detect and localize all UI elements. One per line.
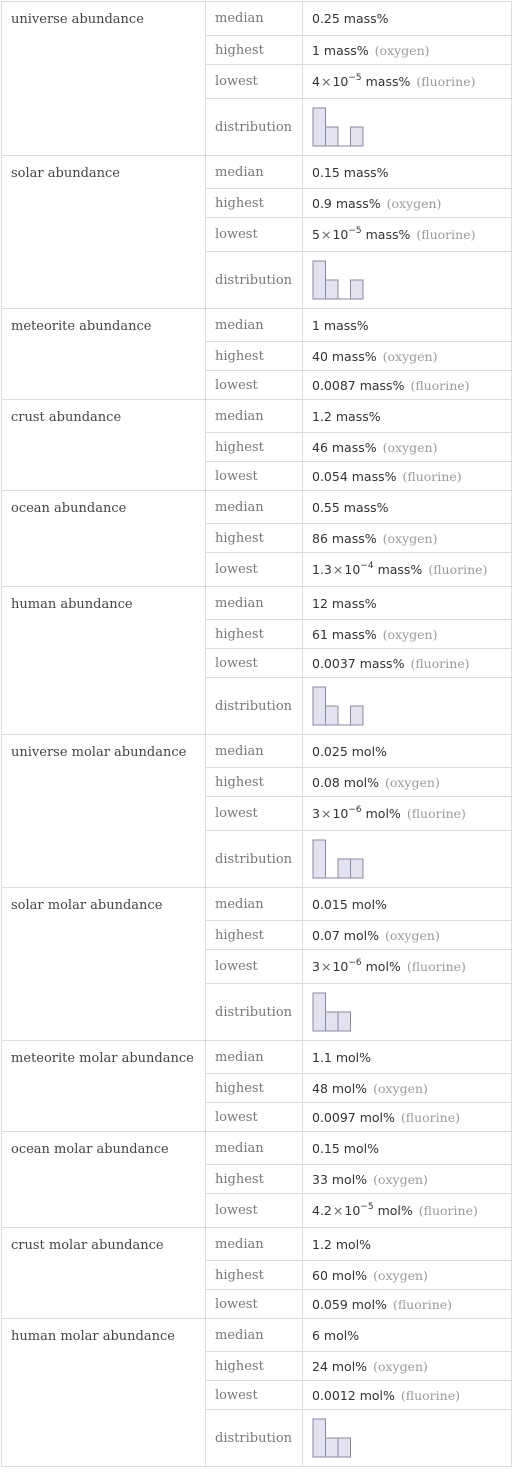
distribution-histogram	[312, 838, 384, 880]
median-value	[303, 1228, 512, 1261]
value-base: 10	[332, 959, 349, 974]
lowest-value	[303, 1194, 512, 1228]
lowest-value	[303, 553, 512, 587]
value-mantissa: 4	[312, 74, 320, 89]
value-base: 10	[332, 227, 349, 242]
element-note: (oxygen)	[384, 774, 440, 790]
value-text: 0.08 mol%	[312, 774, 379, 790]
distribution-value	[303, 1410, 512, 1467]
histogram-bar	[338, 1012, 351, 1031]
median-value	[303, 735, 512, 768]
distribution-value	[303, 831, 512, 888]
value-mantissa: 4.2	[312, 1203, 332, 1218]
median-value	[303, 156, 512, 189]
distribution-value	[303, 252, 512, 309]
distribution-value	[303, 984, 512, 1041]
value-text: 86 mass%	[312, 530, 377, 546]
lowest-value	[303, 1103, 512, 1132]
times-sign: ×	[320, 227, 332, 242]
value-exponent: −6	[348, 958, 362, 968]
row-label-highest: highest	[206, 1165, 303, 1194]
distribution-histogram	[312, 991, 384, 1033]
value-text: 1.2 mass%	[312, 408, 381, 424]
row-label-lowest: lowest	[206, 1103, 303, 1132]
row-label-median: median	[206, 2, 303, 36]
value-text: 61 mass%	[312, 626, 377, 642]
row-label-lowest: lowest	[206, 553, 303, 587]
row-label-median: median	[206, 1319, 303, 1352]
row-label-distribution: distribution	[206, 1410, 303, 1467]
row-label-highest: highest	[206, 768, 303, 797]
row-label-lowest: lowest	[206, 1290, 303, 1319]
value-text: 1 mass%	[312, 317, 369, 333]
element-note: (oxygen)	[373, 1171, 428, 1187]
value-text: 40 mass%	[312, 348, 377, 364]
value-text: 0.15 mass%	[312, 164, 389, 180]
table-row	[2, 491, 512, 524]
property-name: human molar abundance	[2, 1319, 206, 1467]
highest-value	[303, 189, 512, 218]
row-label-lowest: lowest	[206, 797, 303, 831]
value-text: 0.0012 mol%	[312, 1387, 395, 1403]
value-text: 1.1 mol%	[312, 1049, 372, 1065]
element-note: (oxygen)	[373, 1358, 428, 1374]
row-label-lowest: lowest	[206, 950, 303, 984]
row-label-lowest: lowest	[206, 1381, 303, 1410]
element-note: (fluorine)	[400, 1387, 460, 1403]
value-base: 10	[332, 74, 349, 89]
row-label-lowest: lowest	[206, 649, 303, 678]
property-name: solar abundance	[2, 156, 206, 309]
times-sign: ×	[332, 1203, 344, 1218]
table-row	[2, 888, 512, 921]
value-text: 0.0037 mass%	[312, 655, 405, 671]
property-name: crust molar abundance	[2, 1228, 206, 1319]
distribution-histogram	[312, 106, 384, 148]
table-row	[2, 587, 512, 620]
value-text: 0.25 mass%	[312, 11, 389, 26]
lowest-value	[303, 649, 512, 678]
value-unit: mol%	[365, 806, 401, 821]
element-note: (oxygen)	[384, 927, 440, 943]
element-note: (oxygen)	[386, 195, 442, 211]
value-exponent: −5	[348, 226, 362, 236]
value-text: 0.0087 mass%	[312, 377, 405, 393]
highest-value	[303, 1352, 512, 1381]
element-note: (fluorine)	[416, 227, 476, 242]
element-note: (fluorine)	[416, 74, 476, 89]
value-mantissa: 5	[312, 227, 320, 242]
histogram-bar	[313, 108, 326, 146]
value-text: 48 mol%	[312, 1080, 368, 1096]
value-unit: mass%	[365, 227, 411, 242]
median-value	[303, 1132, 512, 1165]
element-note: (oxygen)	[373, 1080, 428, 1096]
row-label-distribution: distribution	[206, 678, 303, 735]
row-label-median: median	[206, 491, 303, 524]
property-name: universe molar abundance	[2, 735, 206, 888]
median-value	[303, 491, 512, 524]
element-note: (fluorine)	[400, 1109, 460, 1125]
value-text: 0.07 mol%	[312, 927, 379, 943]
histogram-bar	[313, 993, 326, 1031]
row-label-highest: highest	[206, 1261, 303, 1290]
median-value	[303, 1041, 512, 1074]
value-exponent: −6	[348, 805, 362, 815]
element-note: (oxygen)	[373, 1267, 428, 1283]
value-unit: mol%	[377, 1203, 413, 1218]
table-row	[2, 1132, 512, 1165]
value-mantissa: 3	[312, 959, 320, 974]
highest-value	[303, 921, 512, 950]
element-note: (oxygen)	[382, 439, 438, 455]
histogram-bar	[313, 261, 326, 299]
histogram-bar	[338, 1438, 351, 1457]
row-label-median: median	[206, 1132, 303, 1165]
value-mantissa: 1.3	[312, 562, 332, 577]
property-name: meteorite molar abundance	[2, 1041, 206, 1132]
highest-value	[303, 1074, 512, 1103]
row-label-lowest: lowest	[206, 371, 303, 400]
element-note: (fluorine)	[418, 1203, 478, 1218]
distribution-value	[303, 678, 512, 735]
lowest-value	[303, 1381, 512, 1410]
element-note: (fluorine)	[406, 959, 466, 974]
lowest-value	[303, 371, 512, 400]
element-note: (fluorine)	[428, 562, 488, 577]
value-text: 0.059 mol%	[312, 1296, 387, 1312]
value-text: 0.015 mol%	[312, 896, 387, 912]
times-sign: ×	[320, 806, 332, 821]
property-name: human abundance	[2, 587, 206, 735]
median-value	[303, 400, 512, 433]
row-label-median: median	[206, 1228, 303, 1261]
element-note: (fluorine)	[410, 377, 470, 393]
row-label-highest: highest	[206, 342, 303, 371]
value-text: 1.2 mol%	[312, 1236, 372, 1252]
histogram-bar	[351, 706, 364, 725]
histogram-bar	[326, 706, 339, 725]
value-text: 46 mass%	[312, 439, 377, 455]
value-text: 0.0097 mol%	[312, 1109, 395, 1125]
median-value	[303, 888, 512, 921]
table-row	[2, 735, 512, 768]
property-name: solar molar abundance	[2, 888, 206, 1041]
lowest-value	[303, 1290, 512, 1319]
table-row	[2, 1041, 512, 1074]
lowest-value	[303, 462, 512, 491]
histogram-bar	[313, 840, 326, 878]
histogram-bar	[326, 1438, 339, 1457]
value-text: 0.9 mass%	[312, 195, 381, 211]
lowest-value	[303, 218, 512, 252]
table-row	[2, 2, 512, 36]
value-unit: mass%	[377, 562, 423, 577]
row-label-lowest: lowest	[206, 1194, 303, 1228]
element-note: (oxygen)	[382, 530, 438, 546]
median-value	[303, 309, 512, 342]
histogram-bar	[326, 1012, 339, 1031]
histogram-bar	[351, 859, 364, 878]
histogram-bar	[313, 1419, 326, 1457]
highest-value	[303, 620, 512, 649]
value-base: 10	[344, 562, 361, 577]
value-text: 0.55 mass%	[312, 499, 389, 515]
value-text: 12 mass%	[312, 595, 377, 611]
value-exponent: −4	[360, 561, 374, 571]
value-exponent: −5	[360, 1202, 374, 1212]
lowest-value	[303, 797, 512, 831]
lowest-value	[303, 65, 512, 99]
row-label-median: median	[206, 587, 303, 620]
highest-value	[303, 768, 512, 797]
value-text: 60 mol%	[312, 1267, 368, 1283]
highest-value	[303, 433, 512, 462]
property-name: meteorite abundance	[2, 309, 206, 400]
row-label-distribution: distribution	[206, 252, 303, 309]
lowest-value	[303, 950, 512, 984]
times-sign: ×	[320, 959, 332, 974]
value-text: 33 mol%	[312, 1171, 368, 1187]
row-label-median: median	[206, 309, 303, 342]
highest-value	[303, 1261, 512, 1290]
element-note: (fluorine)	[410, 655, 470, 671]
row-label-distribution: distribution	[206, 984, 303, 1041]
element-note: (oxygen)	[374, 42, 430, 58]
times-sign: ×	[320, 74, 332, 89]
histogram-bar	[313, 687, 326, 725]
value-text: 0.15 mol%	[312, 1140, 379, 1156]
property-name: universe abundance	[2, 2, 206, 156]
histogram-bar	[351, 280, 364, 299]
highest-value	[303, 36, 512, 65]
value-mantissa: 3	[312, 806, 320, 821]
value-text: 1 mass%	[312, 42, 369, 58]
row-label-highest: highest	[206, 36, 303, 65]
value-unit: mass%	[365, 74, 411, 89]
value-base: 10	[332, 806, 349, 821]
row-label-median: median	[206, 735, 303, 768]
distribution-histogram	[312, 685, 384, 727]
highest-value	[303, 524, 512, 553]
median-value	[303, 587, 512, 620]
histogram-bar	[351, 127, 364, 146]
value-text: 0.054 mass%	[312, 468, 397, 484]
distribution-histogram	[312, 1417, 384, 1459]
row-label-lowest: lowest	[206, 218, 303, 252]
element-note: (fluorine)	[402, 468, 462, 484]
value-base: 10	[344, 1203, 361, 1218]
element-note: (fluorine)	[406, 806, 466, 821]
row-label-highest: highest	[206, 1352, 303, 1381]
element-note: (oxygen)	[382, 626, 438, 642]
table-row	[2, 400, 512, 433]
row-label-distribution: distribution	[206, 99, 303, 156]
table-row	[2, 1228, 512, 1261]
value-text: 0.025 mol%	[312, 743, 387, 759]
value-exponent: −5	[348, 73, 362, 83]
table-row	[2, 1319, 512, 1352]
highest-value	[303, 342, 512, 371]
value-unit: mol%	[365, 959, 401, 974]
table-row	[2, 309, 512, 342]
median-value	[303, 1319, 512, 1352]
property-name: ocean abundance	[2, 491, 206, 587]
distribution-value	[303, 99, 512, 156]
times-sign: ×	[332, 562, 344, 577]
row-label-median: median	[206, 156, 303, 189]
row-label-highest: highest	[206, 524, 303, 553]
distribution-histogram	[312, 259, 384, 301]
row-label-distribution: distribution	[206, 831, 303, 888]
highest-value	[303, 1165, 512, 1194]
abundance-table	[1, 1, 512, 1467]
element-note: (fluorine)	[392, 1296, 453, 1312]
value-text: 6 mol%	[312, 1327, 360, 1343]
property-name: crust abundance	[2, 400, 206, 491]
row-label-highest: highest	[206, 620, 303, 649]
table-row	[2, 156, 512, 189]
row-label-median: median	[206, 400, 303, 433]
row-label-highest: highest	[206, 1074, 303, 1103]
median-value	[303, 2, 512, 36]
property-name: ocean molar abundance	[2, 1132, 206, 1228]
row-label-highest: highest	[206, 189, 303, 218]
row-label-highest: highest	[206, 921, 303, 950]
histogram-bar	[338, 859, 351, 878]
row-label-median: median	[206, 888, 303, 921]
row-label-lowest: lowest	[206, 462, 303, 491]
value-text: 24 mol%	[312, 1358, 368, 1374]
row-label-median: median	[206, 1041, 303, 1074]
row-label-lowest: lowest	[206, 65, 303, 99]
histogram-bar	[326, 280, 339, 299]
element-note: (oxygen)	[382, 348, 438, 364]
histogram-bar	[326, 127, 339, 146]
row-label-highest: highest	[206, 433, 303, 462]
